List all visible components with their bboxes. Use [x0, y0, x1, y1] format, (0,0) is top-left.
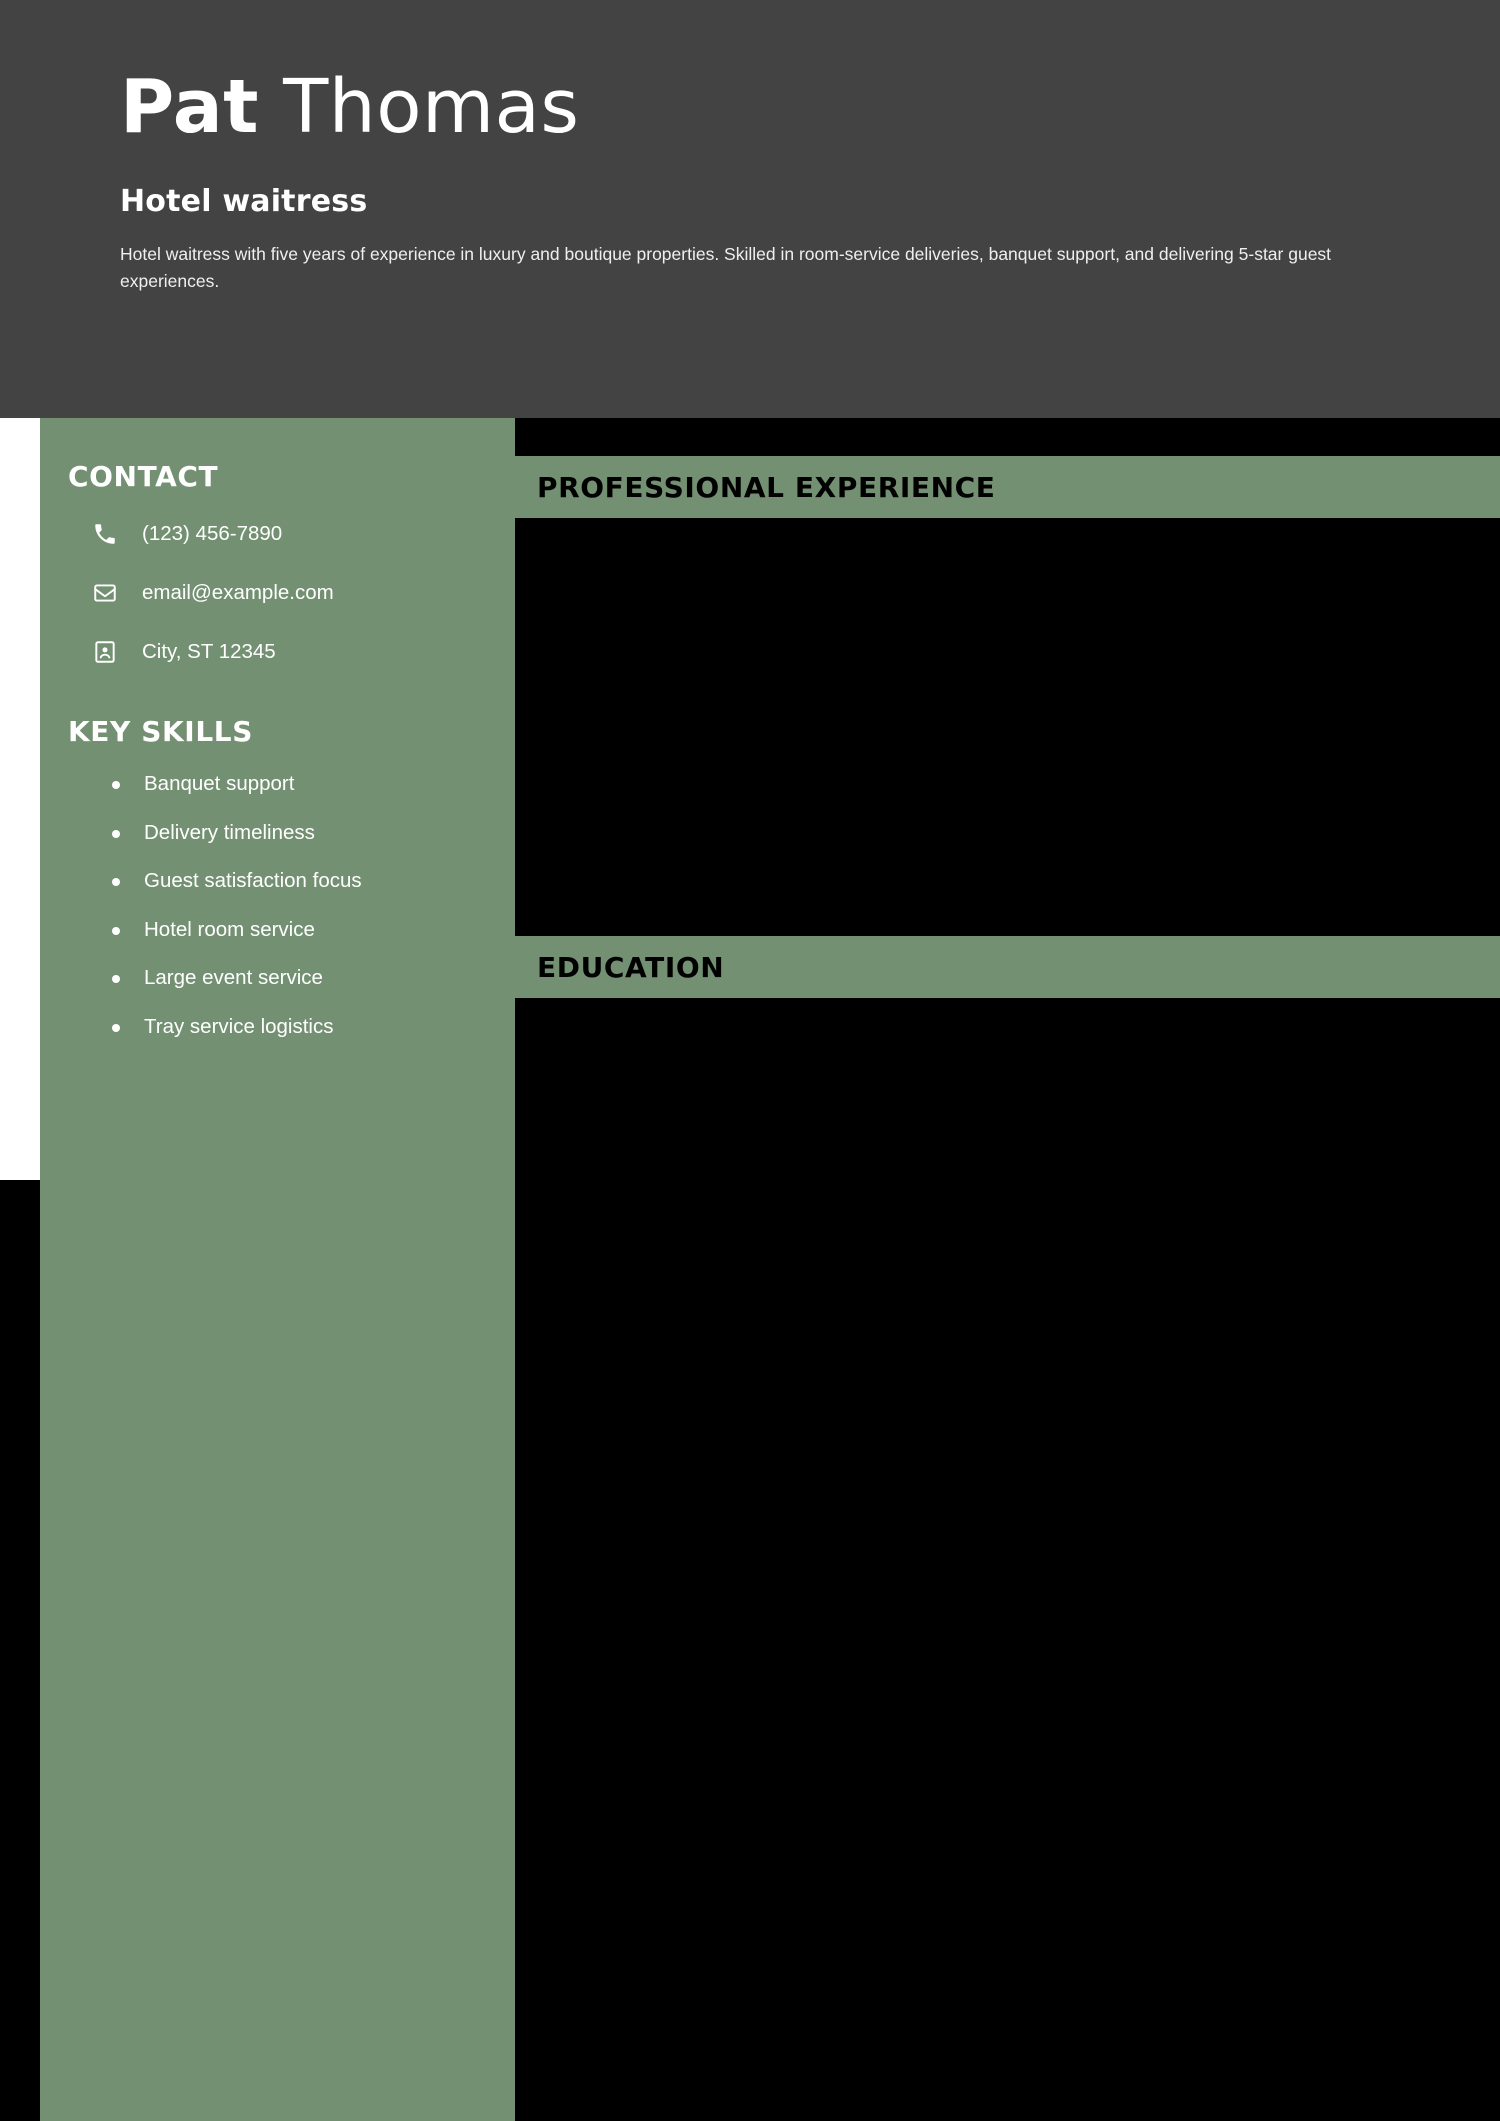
section-title: PROFESSIONAL EXPERIENCE: [537, 470, 996, 504]
contact-item-email: [68, 578, 475, 608]
job-title: Hotel waitress: [120, 184, 368, 219]
professional-summary: Hotel waitress with five years of experience in luxury and boutique properties. Skilled in room-service deliveries, banquet support, and delivering 5-star guest experiences.: [120, 244, 1332, 292]
last-name: Thomas: [283, 64, 580, 150]
first-name: Pat: [120, 64, 260, 150]
contact-item-address: [68, 637, 475, 667]
main-top-spacer: [515, 418, 1500, 456]
list-item: Large event service: [108, 968, 475, 989]
section-title: EDUCATION: [537, 950, 725, 984]
phone-icon: [88, 519, 122, 549]
section-header-education: [515, 936, 1500, 998]
contact-phone-value: (123) 456-7890: [142, 522, 283, 545]
contact-item-phone: [68, 519, 475, 549]
skills-list: [68, 774, 475, 1037]
page-title: [120, 64, 1420, 150]
main-content: [515, 418, 1500, 2121]
skills-section-heading: KEY SKILLS: [68, 715, 253, 748]
contact-address-value: City, ST 12345: [142, 640, 276, 663]
contact-section-heading: CONTACT: [68, 460, 219, 493]
header-content: [120, 64, 1420, 295]
email-icon: [88, 578, 122, 608]
contact-list: [68, 519, 475, 667]
list-item: Tray service logistics: [108, 1017, 475, 1038]
section-header-professional-experience: [515, 456, 1500, 518]
contact-email-value: email@example.com: [142, 581, 334, 604]
list-item: Hotel room service: [108, 920, 475, 941]
address-card-icon: [88, 637, 122, 667]
list-item: Guest satisfaction focus: [108, 871, 475, 892]
list-item: Banquet support: [108, 774, 475, 795]
sidebar: [40, 418, 515, 2121]
resume-header: [0, 0, 1500, 418]
list-item: Delivery timeliness: [108, 823, 475, 844]
